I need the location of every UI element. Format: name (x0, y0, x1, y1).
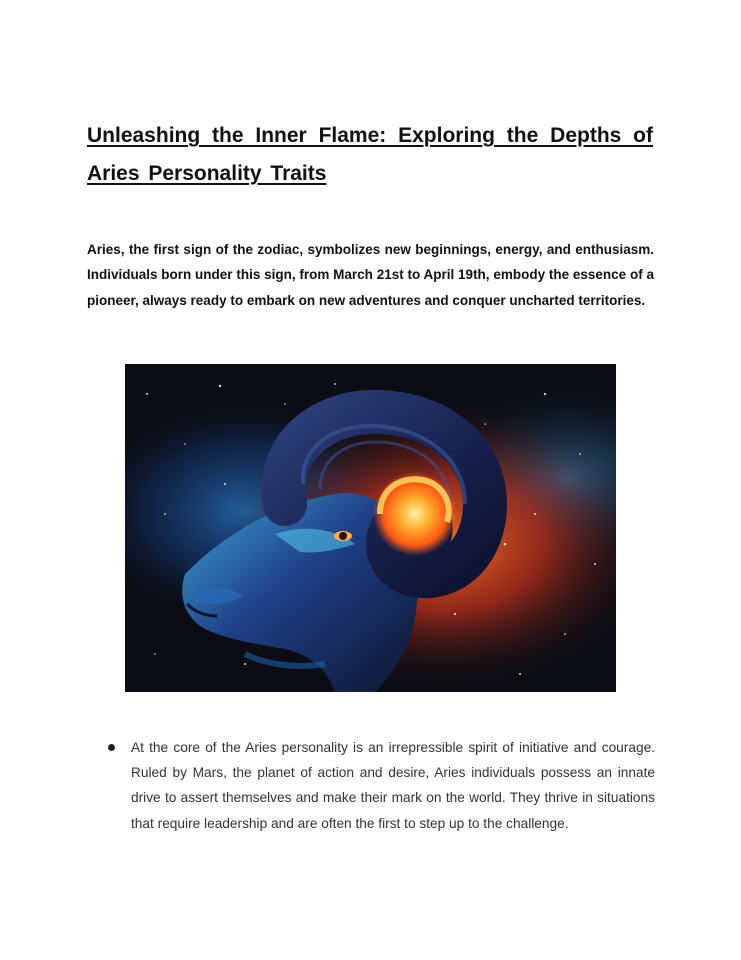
page-title: Unleashing the Inner Flame: Exploring the Depths of Aries Personality Traits (87, 124, 653, 185)
bullet-list (107, 735, 655, 836)
list-item (107, 735, 655, 836)
list-item-text: At the core of the Aries personality is an irrepressible spirit of initiative and courage. Ruled by Mars, the planet of action and desire, Aries individuals possess an innate drive to assert themselves and make their mark on the world. They thrive in situations that require leadership and are often the first to step up to the challenge. (131, 740, 655, 831)
intro-paragraph: Aries, the first sign of the zodiac, symbolizes new beginnings, energy, and enthusiasm. Individuals born under this sign, from March 21st to April 19th, embody the essence of a pioneer, always ready to embark on new adventures and conquer uncharted territories. (87, 242, 654, 308)
aries-ram-image (125, 364, 616, 692)
bullet-point-icon (108, 744, 115, 751)
